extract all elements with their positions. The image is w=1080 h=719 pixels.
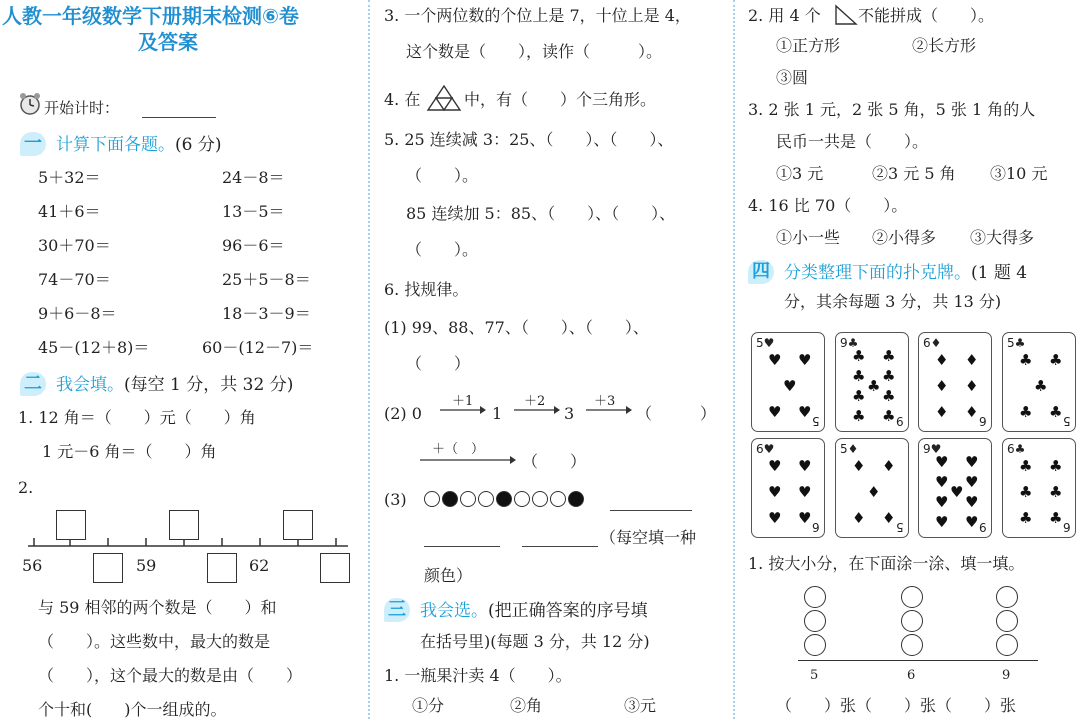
question-line: 个十和( )个一组成的。 <box>38 700 227 719</box>
section2-title: 我会填。 <box>56 375 124 395</box>
answer-box[interactable] <box>56 510 86 540</box>
section3-title: 我会选。 <box>420 601 488 621</box>
tally-circle[interactable] <box>996 610 1018 632</box>
section-badge: 一 <box>20 132 46 156</box>
card-pip: ♥ <box>935 513 949 531</box>
card-rank: 6♥ <box>756 442 775 456</box>
circle-pattern <box>424 490 586 509</box>
card-pip: ♣ <box>882 407 896 425</box>
page-title: 人教一年级数学下册期末检测⑥卷 <box>2 4 299 28</box>
pattern-op: ＋3 <box>594 394 616 409</box>
choice-option: ②长方形 <box>912 36 977 55</box>
empty-circle <box>424 491 440 507</box>
section4-heading <box>784 262 1027 284</box>
pattern-op: ＋（ ） <box>432 442 485 457</box>
arrow-right-icon <box>420 454 516 466</box>
playing-card <box>751 332 825 432</box>
pattern-op: ＋1 <box>452 394 474 409</box>
section3-points: (把正确答案的序号填 <box>488 601 648 621</box>
card-rank: 6♣ <box>1007 442 1026 456</box>
card-rank: 6 <box>812 520 820 534</box>
question-line: (1) 99、88、77、（ ）、（ ）、 <box>384 318 649 337</box>
card-pip: ♦ <box>882 509 896 527</box>
card-rank: 5♥ <box>756 336 775 350</box>
pattern-start: (2) 0 <box>384 404 422 423</box>
card-pip: ♦ <box>965 351 979 369</box>
card-pip: ♣ <box>852 407 866 425</box>
card-pip: ♥ <box>768 351 782 369</box>
question-line: 1. 按大小分，在下面涂一涂、填一填。 <box>748 554 1025 573</box>
triangle-figure-icon <box>426 84 462 112</box>
question-line: 民币一共是（ ）。 <box>776 132 929 151</box>
choice-option: ①正方形 <box>776 36 841 55</box>
question-line: 5. 25 连续减 3：25、（ ）、（ ）、 <box>384 130 674 149</box>
empty-circle <box>532 491 548 507</box>
tally-circle[interactable] <box>804 586 826 608</box>
answer-box[interactable] <box>93 553 123 583</box>
card-pip: ♥ <box>935 473 949 491</box>
card-pip: ♦ <box>935 403 949 421</box>
card-pip: ♣ <box>1019 457 1033 475</box>
tally-circle[interactable] <box>901 634 923 656</box>
arrow-right-icon <box>440 404 486 416</box>
pattern-value: （ ） <box>522 452 587 471</box>
section2-points: (每空 1 分，共 32 分) <box>124 375 294 395</box>
card-pip: ♣ <box>1049 351 1063 369</box>
calc-item: 45－(12＋8)＝ <box>38 338 150 357</box>
choice-option: ③10 元 <box>990 164 1048 183</box>
calc-item: 18－3－9＝ <box>222 304 311 323</box>
card-pip: ♥ <box>965 453 979 471</box>
right-triangle-icon <box>834 4 858 26</box>
choice-option: ①分 <box>412 696 445 715</box>
card-rank: 6 <box>979 414 987 428</box>
card-pip: ♥ <box>950 483 964 501</box>
calc-item: 41＋6＝ <box>38 202 101 221</box>
calc-item: 9＋6－8＝ <box>38 304 117 323</box>
calc-item: 13－5＝ <box>222 202 285 221</box>
question-line: 不能拼成（ ）。 <box>858 6 995 25</box>
card-pip: ♥ <box>798 403 812 421</box>
pattern-label: (3) <box>384 490 407 509</box>
section-badge: 二 <box>20 372 46 396</box>
card-pip: ♥ <box>783 377 797 395</box>
playing-card <box>918 438 992 538</box>
card-pip: ♣ <box>882 387 896 405</box>
card-rank: 9 <box>896 414 904 428</box>
section1-title: 计算下面各题。 <box>56 135 175 155</box>
question-line: 这个数是（ ），读作（ ）。 <box>406 42 663 61</box>
card-pip: ♥ <box>935 493 949 511</box>
card-pip: ♥ <box>965 473 979 491</box>
empty-circle <box>550 491 566 507</box>
tally-label: 6 <box>907 668 916 683</box>
question-line: 4. 16 比 70（ ）。 <box>748 196 908 215</box>
card-pip: ♣ <box>1019 483 1033 501</box>
choice-option: ①小一些 <box>776 228 841 247</box>
card-pip: ♥ <box>768 509 782 527</box>
card-pip: ♥ <box>798 457 812 475</box>
question-line: 与 59 相邻的两个数是（ ）和 <box>38 598 277 617</box>
timer-label: 开始计时： <box>44 99 120 117</box>
card-rank: 9♣ <box>840 336 859 350</box>
calc-item: 24－8＝ <box>222 168 285 187</box>
card-pip: ♦ <box>867 483 881 501</box>
answer-box[interactable] <box>207 553 237 583</box>
filled-circle <box>568 491 584 507</box>
pattern-value: 1 <box>492 404 503 423</box>
answer-box[interactable] <box>320 553 350 583</box>
section1-heading <box>56 134 221 156</box>
choice-option: ②角 <box>510 696 543 715</box>
question-line: 1. 一瓶果汁卖 4（ ）。 <box>384 666 572 685</box>
card-rank: 5♦ <box>840 442 859 456</box>
number-label: 56 <box>22 556 43 575</box>
card-pip: ♣ <box>882 367 896 385</box>
playing-card <box>835 438 909 538</box>
tally-circle[interactable] <box>804 610 826 632</box>
pattern-value: 3 <box>564 404 575 423</box>
card-rank: 6♦ <box>923 336 942 350</box>
card-pip: ♥ <box>798 509 812 527</box>
question-number: 2. <box>18 478 34 497</box>
choice-option: ②3 元 5 角 <box>872 164 956 183</box>
empty-circle <box>460 491 476 507</box>
card-pip: ♦ <box>852 457 866 475</box>
tally-circle[interactable] <box>996 586 1018 608</box>
timer-blank <box>142 117 216 118</box>
card-pip: ♣ <box>852 347 866 365</box>
calc-item: 5＋32＝ <box>38 168 101 187</box>
card-pip: ♥ <box>965 493 979 511</box>
card-pip: ♦ <box>965 403 979 421</box>
answer-line: （ ）张（ ）张（ ）张 <box>776 696 1017 715</box>
calc-item: 25＋5－8＝ <box>222 270 311 289</box>
card-pip: ♦ <box>965 377 979 395</box>
card-pip: ♥ <box>935 453 949 471</box>
question-line: （ ），这个最大的数是由（ ） <box>38 666 303 685</box>
tally-label: 9 <box>1002 668 1011 683</box>
card-pip: ♦ <box>882 457 896 475</box>
arrow-right-icon <box>586 404 632 416</box>
filled-circle <box>442 491 458 507</box>
card-pip: ♣ <box>1049 509 1063 527</box>
section-badge: 四 <box>748 260 774 284</box>
card-rank: 5 <box>812 414 820 428</box>
playing-card <box>1002 332 1076 432</box>
column-divider <box>368 0 370 719</box>
card-pip: ♥ <box>768 457 782 475</box>
section4-points-line2: 分，其余每题 3 分，共 13 分) <box>784 292 1002 311</box>
empty-circle <box>514 491 530 507</box>
card-rank: 5 <box>896 520 904 534</box>
card-pip: ♣ <box>852 387 866 405</box>
card-pip: ♣ <box>1049 483 1063 501</box>
card-pip: ♣ <box>882 347 896 365</box>
question-line: 1 元－6 角＝（ ）角 <box>42 442 217 461</box>
choice-option: ①3 元 <box>776 164 824 183</box>
tally-baseline <box>798 660 1038 661</box>
card-pip: ♣ <box>1019 351 1033 369</box>
number-label: 62 <box>249 556 270 575</box>
card-pip: ♣ <box>1049 403 1063 421</box>
choice-option: ③元 <box>624 696 657 715</box>
calc-item: 60－(12－7)＝ <box>202 338 314 357</box>
question-line: （ ）。这些数中，最大的数是 <box>38 632 271 651</box>
pattern-op: ＋2 <box>524 394 546 409</box>
card-rank: 9 <box>979 520 987 534</box>
section3-points-line2: 在括号里)(每题 3 分，共 12 分) <box>420 632 650 651</box>
tally-circle[interactable] <box>996 634 1018 656</box>
choice-option: ②小得多 <box>872 228 937 247</box>
card-pip: ♥ <box>768 483 782 501</box>
playing-card <box>918 332 992 432</box>
pattern-note: 颜色） <box>424 566 473 585</box>
question-line: （ ）。 <box>406 240 479 259</box>
choice-option: ③圆 <box>776 68 809 87</box>
section1-points: (6 分) <box>175 135 222 155</box>
answer-box[interactable] <box>169 510 199 540</box>
question-line: 3. 2 张 1 元，2 张 5 角，5 张 1 角的人 <box>748 100 1036 119</box>
card-rank: 5♣ <box>1007 336 1026 350</box>
answer-blank[interactable] <box>424 546 500 547</box>
column-divider <box>733 0 735 719</box>
card-pip: ♦ <box>852 509 866 527</box>
card-pip: ♦ <box>935 351 949 369</box>
question-line: 4. 在 <box>384 90 421 109</box>
calc-item: 96－6＝ <box>222 236 285 255</box>
card-pip: ♣ <box>867 377 881 395</box>
section2-heading <box>56 374 293 396</box>
card-pip: ♥ <box>798 351 812 369</box>
question-line: 6. 找规律。 <box>384 280 469 299</box>
playing-card <box>751 438 825 538</box>
card-pip: ♦ <box>935 377 949 395</box>
section3-heading <box>420 600 648 622</box>
card-pip: ♥ <box>798 483 812 501</box>
pattern-note: （每空填一种 <box>600 528 697 547</box>
card-rank: 5 <box>1063 414 1071 428</box>
tally-circle[interactable] <box>901 586 923 608</box>
choice-option: ③大得多 <box>970 228 1035 247</box>
question-line: 3. 一个两位数的个位上是 7，十位上是 4， <box>384 6 691 25</box>
arrow-right-icon <box>514 404 560 416</box>
pattern-value: （ ） <box>636 404 717 423</box>
calc-item: 74－70＝ <box>38 270 111 289</box>
tally-label: 5 <box>810 668 819 683</box>
empty-circle <box>478 491 494 507</box>
filled-circle <box>496 491 512 507</box>
tally-circle[interactable] <box>901 610 923 632</box>
answer-blank[interactable] <box>610 510 692 511</box>
question-line: （ ）。 <box>406 166 479 185</box>
card-pip: ♣ <box>1019 403 1033 421</box>
answer-box[interactable] <box>283 510 313 540</box>
section4-title: 分类整理下面的扑克牌。 <box>784 263 971 283</box>
alarm-clock-icon <box>18 92 42 116</box>
question-line: （ ） <box>406 354 471 373</box>
card-pip: ♣ <box>852 367 866 385</box>
card-pip: ♥ <box>965 513 979 531</box>
playing-card <box>1002 438 1076 538</box>
question-line: 85 连续加 5：85、（ ）、（ ）、 <box>406 204 676 223</box>
section4-points: (1 题 4 <box>971 263 1028 283</box>
card-rank: 9♥ <box>923 442 942 456</box>
tally-circle[interactable] <box>804 634 826 656</box>
card-pip: ♣ <box>1019 509 1033 527</box>
question-line: 2. 用 4 个 <box>748 6 821 25</box>
calc-item: 30＋70＝ <box>38 236 111 255</box>
page-title-line2: 及答案 <box>138 30 198 54</box>
card-pip: ♣ <box>1049 457 1063 475</box>
playing-card <box>835 332 909 432</box>
number-label: 59 <box>136 556 157 575</box>
card-rank: 6 <box>1063 520 1071 534</box>
question-line: 1. 12 角＝（ ）元（ ）角 <box>18 408 256 427</box>
section-badge: 三 <box>384 598 410 622</box>
card-pip: ♥ <box>768 403 782 421</box>
question-line: 中，有（ ）个三角形。 <box>464 90 657 109</box>
answer-blank[interactable] <box>522 546 598 547</box>
card-pip: ♣ <box>1034 377 1048 395</box>
